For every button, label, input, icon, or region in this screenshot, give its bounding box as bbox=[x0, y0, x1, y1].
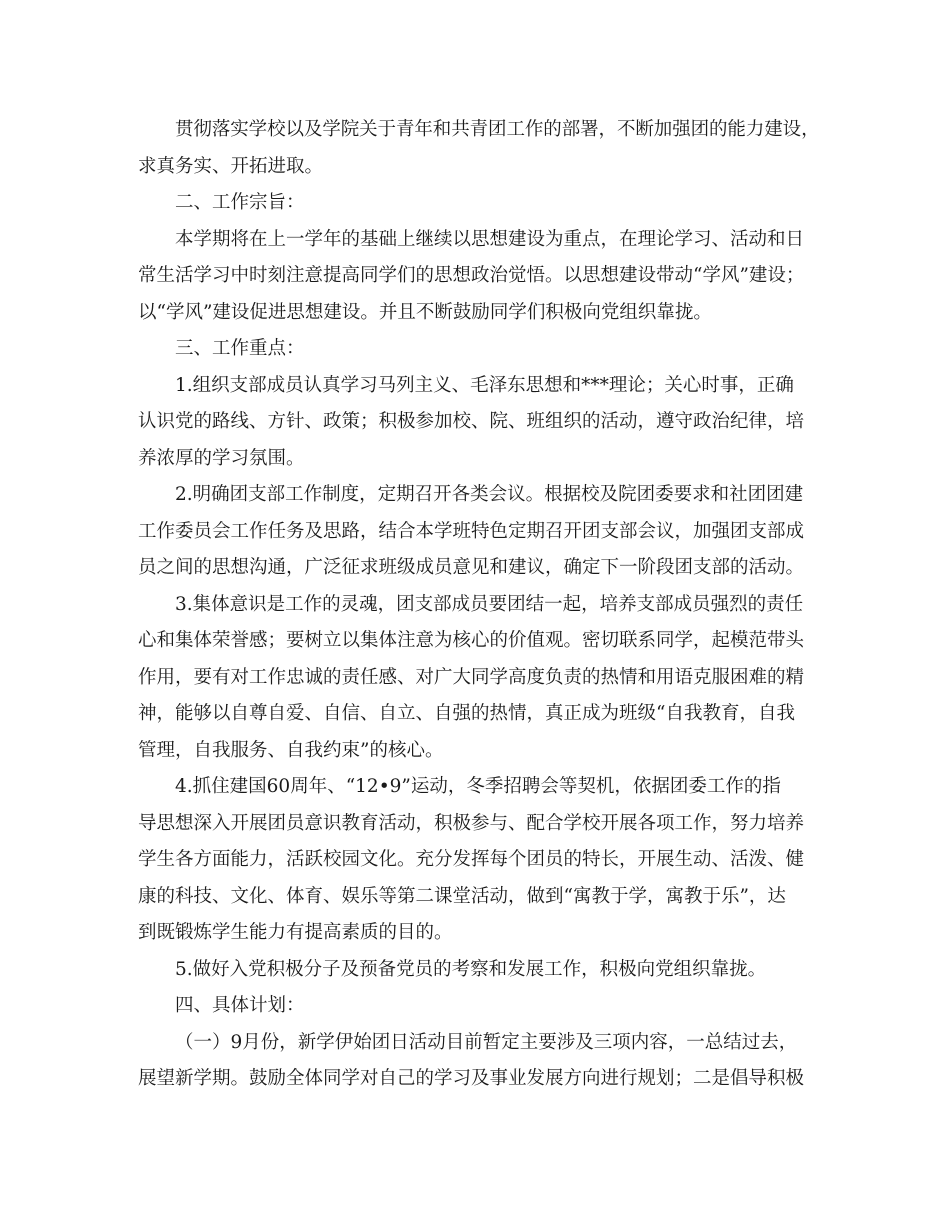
text-line: 2.明确团支部工作制度，定期召开各类会议。根据校及院团委要求和社团团建 bbox=[175, 484, 804, 505]
text-line: 1.组织支部成员认真学习马列主义、毛泽东思想和***理论；关心时事，正确 bbox=[175, 374, 794, 396]
text-line: 二、工作宗旨： bbox=[175, 192, 305, 213]
text-line: 导思想深入开展团员意识教育活动，积极参与、配合学校开展各项工作，努力培养 bbox=[138, 812, 805, 834]
text-line: 展望新学期。鼓励全体同学对自己的学习及事业发展方向进行规划；二是倡导积极 bbox=[138, 1068, 805, 1089]
text-line: 学生各方面能力，活跃校园文化。充分发挥每个团员的特长，开展生动、活泼、健 bbox=[138, 849, 805, 870]
text-line: 认识党的路线、方针、政策；积极参加校、院、班组织的活动，遵守政治纪律，培 bbox=[138, 411, 805, 432]
text-line: 神，能够以自尊自爱、自信、自立、自强的热情，真正成为班级“自我教育，自我 bbox=[138, 703, 795, 724]
text-line: 3.集体意识是工作的灵魂，团支部成员要团结一起，培养支部成员强烈的责任 bbox=[175, 593, 804, 615]
text-line: 求真务实、开拓进取。 bbox=[138, 155, 324, 177]
text-line: 康的科技、文化、体育、娱乐等第二课堂活动，做到“寓教于学，寓教于乐”，达 bbox=[138, 885, 786, 907]
text-line: 到既锻炼学生能力有提高素质的目的。 bbox=[138, 922, 453, 943]
text-line: 员之间的思想沟通，广泛征求班级成员意见和建议，确定下一阶段团支部的活动。 bbox=[138, 557, 805, 578]
text-line: 常生活学习中时刻注意提高同学们的思想政治觉悟。以思想建设带动“学风”建设； bbox=[138, 265, 805, 286]
text-line: 工作委员会工作任务及思路，结合本学班特色定期召开团支部会议，加强团支部成 bbox=[138, 520, 805, 542]
text-line: 管理，自我服务、自我约束”的核心。 bbox=[138, 739, 444, 761]
text-line: 心和集体荣誉感；要树立以集体注意为核心的价值观。密切联系同学，起模范带头 bbox=[138, 630, 805, 651]
text-line: 4.抓住建国60周年、“12•9”运动，冬季招聘会等契机，依据团委工作的指 bbox=[175, 776, 781, 797]
text-line: 5.做好入党积极分子及预备党员的考察和发展工作，积极向党组织靠拢。 bbox=[175, 958, 767, 980]
text-line: 本学期将在上一学年的基础上继续以思想建设为重点，在理论学习、活动和日 bbox=[175, 228, 805, 250]
text-line: 养浓厚的学习氛围。 bbox=[138, 447, 305, 469]
text-line: 四、具体计划： bbox=[175, 995, 305, 1016]
text-line: 贯彻落实学校以及学院关于青年和共青团工作的部署，不断加强团的能力建设， bbox=[175, 119, 820, 140]
text-line: 三、工作重点： bbox=[175, 338, 305, 359]
text-line: （一）9月份，新学伊始团日活动目前暂定主要涉及三项内容，一总结过去， bbox=[175, 1031, 798, 1053]
document-body bbox=[138, 112, 820, 1098]
text-line: 以“学风”建设促进思想建设。并且不断鼓励同学们积极向党组织靠拢。 bbox=[138, 301, 712, 323]
text-line: 作用，要有对工作忠诚的责任感、对广大同学高度负责的热情和用语克服困难的精 bbox=[138, 666, 805, 688]
